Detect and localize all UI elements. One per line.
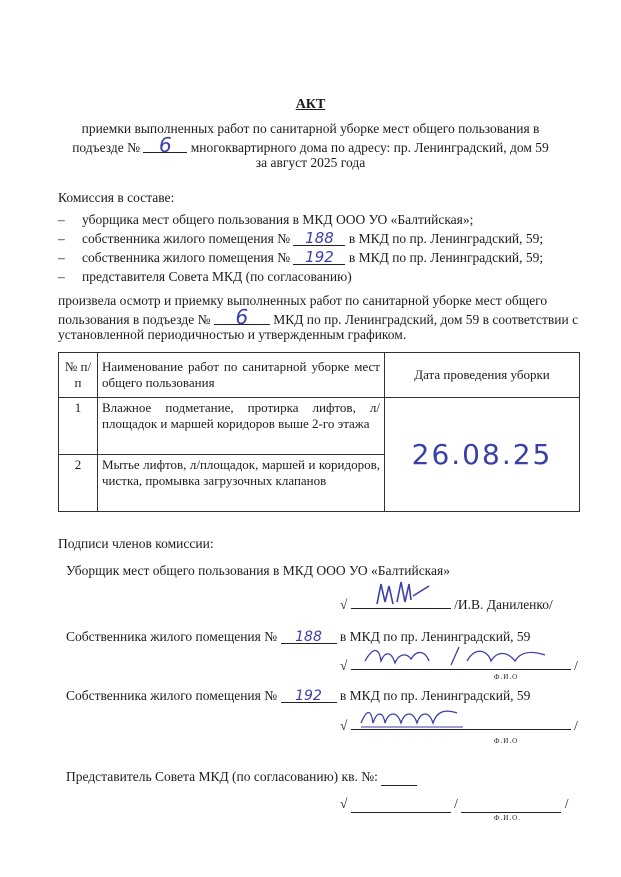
table-header: [59, 353, 580, 398]
body-line-2: пользования в подъезде № 6 МКД по пр. Ленинградский, дом 59 в соответствии с: [58, 305, 579, 329]
entrance-number-handwritten: 6: [143, 138, 187, 153]
header-date: Дата проведения уборки: [385, 353, 580, 398]
owner-2-signature-line: √ /: [340, 715, 578, 734]
header-num: № п/п: [59, 353, 98, 398]
cleaner-label: Уборщик мест общего пользования в МКД ООО УО «Балтийская»: [66, 563, 450, 578]
body-line-3: установленной периодичностью и утвержденным графиком.: [58, 327, 407, 342]
row-work: Влажное подметание, протирка лифтов, л/площадок и маршей коридоров выше 2-го этажа: [98, 398, 385, 455]
date-handwritten: 26.08.25: [411, 437, 553, 471]
owner-1-signature: [355, 643, 565, 669]
apartment-192-handwritten: 192: [293, 251, 345, 265]
signatures-heading: Подписи членов комиссии:: [58, 536, 214, 551]
works-table: [58, 352, 580, 512]
owner-1-signature-line: √ /: [340, 655, 578, 674]
row-num: 1: [59, 398, 98, 455]
table-row: [59, 398, 580, 455]
cleaner-signature-line: √ /И.В. Даниленко/: [340, 594, 553, 613]
row-num: 2: [59, 455, 98, 512]
fio-caption-3: Ф.И.О.: [494, 814, 521, 822]
owner-1-line: Собственника жилого помещения № 188 в МКД по пр. Ленинградский, 59: [66, 629, 531, 645]
commission-member-2: – собственника жилого помещения № 188 в МКД по пр. Ленинградский, 59;: [58, 229, 544, 247]
intro-line-1: приемки выполненных работ по санитарной уборке мест общего пользования в: [81, 121, 540, 136]
owner-2-apartment-handwritten: 192: [281, 690, 337, 703]
owner-2-line: Собственника жилого помещения № 192 в МКД по пр. Ленинградский, 59: [66, 688, 531, 704]
body-line-1: произвела осмотр и приемку выполненных работ по санитарной уборке мест общего: [58, 293, 548, 308]
entrance-number-handwritten-2: 6: [214, 310, 270, 325]
commission-member-1: – уборщика мест общего пользования в МКД ООО УО «Балтийская»;: [58, 212, 474, 227]
intro-line-3: за август 2025 года: [255, 155, 366, 170]
commission-member-3: – собственника жилого помещения № 192 в МКД по пр. Ленинградский, 59;: [58, 248, 544, 266]
cleaner-signature: [373, 580, 433, 606]
fio-caption-2: Ф.И.О: [494, 737, 519, 745]
intro-line-2: подъезде № 6 многоквартирного дома по адресу: пр. Ленинградский, дом 59: [72, 133, 549, 157]
row-work: Мытье лифтов, л/площадок, маршей и коридоров, чистка, промывка загрузочных клапанов: [98, 455, 385, 512]
fio-caption-1: Ф.И.О: [494, 673, 519, 681]
owner-2-signature: [357, 703, 467, 729]
commission-heading: Комиссия в составе:: [58, 190, 175, 205]
representative-signature-line: √ / /: [340, 796, 568, 813]
doc-title: АКТ: [295, 97, 326, 112]
header-work: Наименование работ по санитарной уборке мест общего пользования: [98, 353, 385, 398]
commission-member-4: – представителя Совета МКД (по согласованию): [58, 269, 352, 284]
representative-line: Представитель Совета МКД (по согласованию) кв. №:: [66, 769, 417, 786]
owner-1-apartment-handwritten: 188: [281, 631, 337, 644]
apartment-188-handwritten: 188: [293, 232, 345, 246]
date-cell: [385, 398, 580, 512]
